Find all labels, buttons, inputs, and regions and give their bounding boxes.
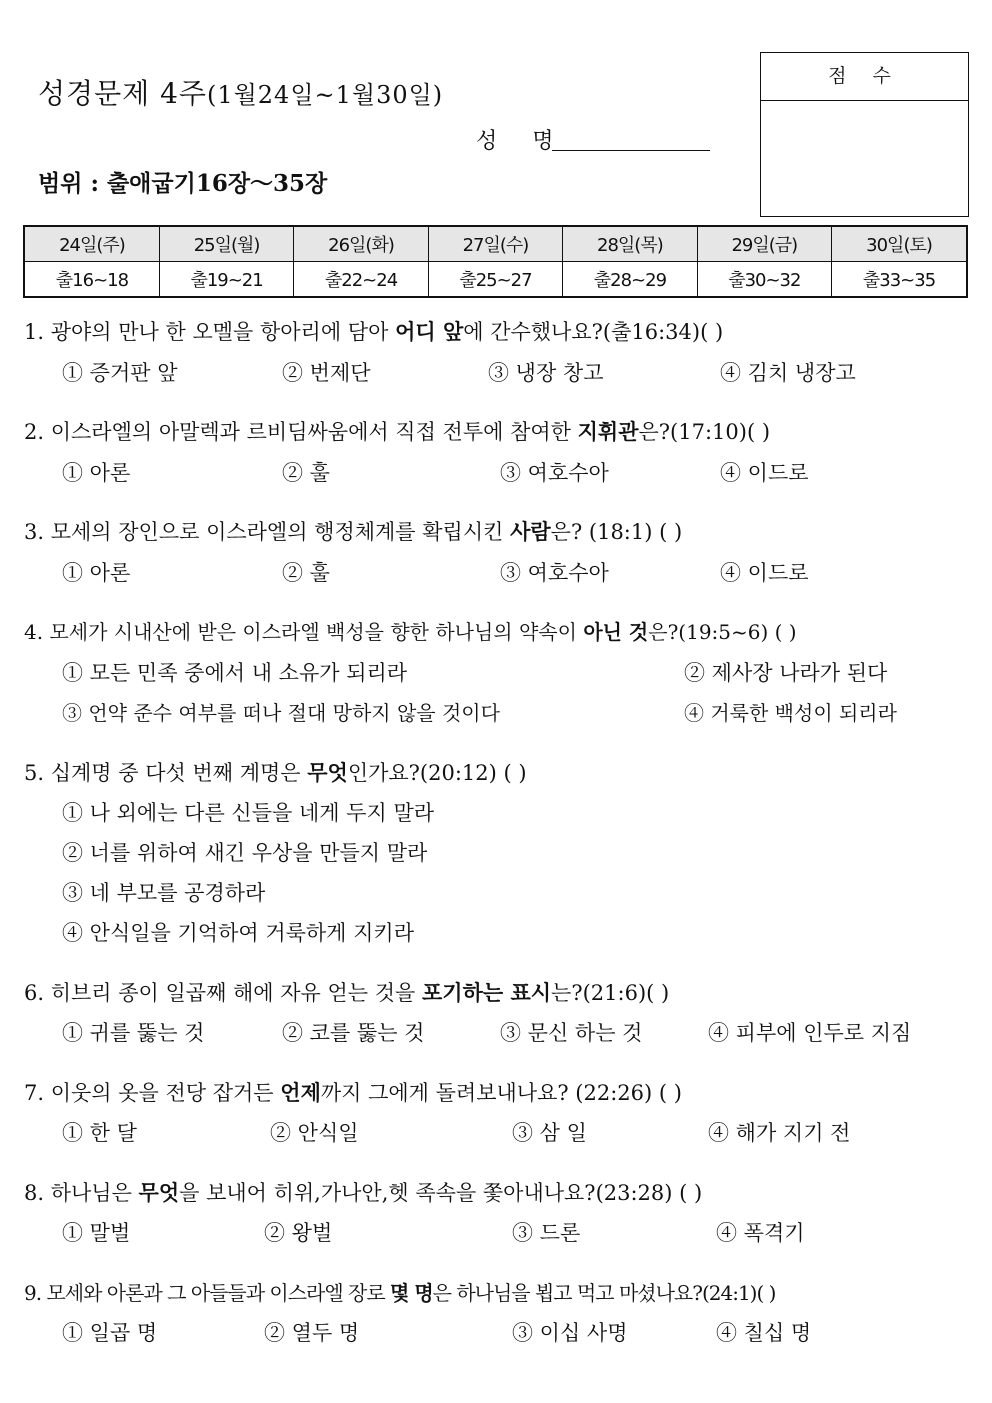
q6-option-2[interactable]: ② 코를 뚫는 것 <box>282 1021 425 1045</box>
question-3: 3. 모세의 장인으로 이스라엘의 행정체계를 확립시킨 사람은? (18:1) ( ) <box>24 519 683 544</box>
q4-option-4[interactable]: ④ 거룩한 백성이 되리라 <box>684 701 897 725</box>
schedule-day: 29일(금) <box>697 226 831 262</box>
schedule-reading: 출22~24 <box>294 262 428 298</box>
question-1: 1. 광야의 만나 한 오멜을 항아리에 담아 어디 앞에 간수했나요?(출16:34)( ) <box>24 319 724 344</box>
q3-option-3[interactable]: ③ 여호수아 <box>500 561 609 585</box>
schedule-reading: 출25~27 <box>428 262 562 298</box>
q6-option-4[interactable]: ④ 피부에 인두로 지짐 <box>708 1021 912 1045</box>
schedule-reading: 출19~21 <box>159 262 293 298</box>
q2-option-4[interactable]: ④ 이드로 <box>720 461 809 485</box>
range-heading: 범위 : 출애굽기16장～35장 <box>38 170 328 197</box>
q4-option-2[interactable]: ② 제사장 나라가 된다 <box>684 661 888 685</box>
score-box[interactable] <box>760 52 969 217</box>
q8-option-3[interactable]: ③ 드론 <box>512 1221 581 1245</box>
schedule-day: 27일(수) <box>428 226 562 262</box>
question-7: 7. 이웃의 옷을 전당 잡거든 언제까지 그에게 돌려보내나요? (22:26) ( ) <box>24 1080 682 1105</box>
q7-option-4[interactable]: ④ 해가 지기 전 <box>708 1121 851 1145</box>
question-4: 4. 모세가 시내산에 받은 이스라엘 백성을 향한 하나님의 약속이 아닌 것은?(19:5~6) ( ) <box>24 620 797 644</box>
q1-option-2[interactable]: ② 번제단 <box>282 361 371 385</box>
q5-option-3[interactable]: ③ 네 부모를 공경하라 <box>62 881 266 905</box>
q7-option-3[interactable]: ③ 삼 일 <box>512 1121 587 1145</box>
q2-option-2[interactable]: ② 훌 <box>282 461 330 485</box>
name-input-line[interactable] <box>552 150 710 151</box>
question-2: 2. 이스라엘의 아말렉과 르비딤싸움에서 직접 전투에 참여한 지휘관은?(17:10)( ) <box>24 419 771 444</box>
reading-schedule-table <box>23 225 968 298</box>
schedule-reading: 출30~32 <box>697 262 831 298</box>
q7-option-1[interactable]: ① 한 달 <box>62 1121 137 1145</box>
q8-option-1[interactable]: ① 말벌 <box>62 1221 131 1245</box>
q6-option-3[interactable]: ③ 문신 하는 것 <box>500 1021 643 1045</box>
q7-option-2[interactable]: ② 안식일 <box>270 1121 359 1145</box>
question-5: 5. 십계명 중 다섯 번째 계명은 무엇인가요?(20:12) ( ) <box>24 760 527 785</box>
q1-option-4[interactable]: ④ 김치 냉장고 <box>720 361 856 385</box>
q8-option-2[interactable]: ② 왕벌 <box>264 1221 333 1245</box>
schedule-reading: 출33~35 <box>832 262 967 298</box>
schedule-reading: 출28~29 <box>563 262 697 298</box>
schedule-reading: 출16~18 <box>24 262 159 298</box>
schedule-day: 25일(월) <box>159 226 293 262</box>
q4-option-1[interactable]: ① 모든 민족 중에서 내 소유가 되리라 <box>62 661 408 685</box>
score-label: 점 수 <box>761 53 968 101</box>
q9-option-3[interactable]: ③ 이십 사명 <box>512 1321 628 1345</box>
q6-option-1[interactable]: ① 귀를 뚫는 것 <box>62 1021 205 1045</box>
question-6: 6. 히브리 종이 일곱째 해에 자유 얻는 것을 포기하는 표시는?(21:6)( ) <box>24 980 670 1005</box>
title-dates: (1월24일~1월30일) <box>206 81 444 109</box>
q3-option-1[interactable]: ① 아론 <box>62 561 131 585</box>
q9-option-1[interactable]: ① 일곱 명 <box>62 1321 158 1345</box>
q9-option-4[interactable]: ④ 칠십 명 <box>716 1321 812 1345</box>
schedule-day: 26일(화) <box>294 226 428 262</box>
q3-option-4[interactable]: ④ 이드로 <box>720 561 809 585</box>
schedule-readings-row <box>24 262 967 298</box>
schedule-days-row <box>24 226 967 262</box>
q8-option-4[interactable]: ④ 폭격기 <box>716 1221 805 1245</box>
q1-option-1[interactable]: ① 증거판 앞 <box>62 361 178 385</box>
q1-option-3[interactable]: ③ 냉장 창고 <box>488 361 604 385</box>
q5-option-1[interactable]: ① 나 외에는 다른 신들을 네게 두지 말라 <box>62 801 435 825</box>
q9-option-2[interactable]: ② 열두 명 <box>264 1321 360 1345</box>
question-9: 9. 모세와 아론과 그 아들들과 이스라엘 장로 몇 명은 하나님을 뵙고 먹고 마셨나요?(24:1)( ) <box>24 1281 776 1305</box>
q5-option-2[interactable]: ② 너를 위하여 새긴 우상을 만들지 말라 <box>62 841 428 865</box>
schedule-day: 24일(주) <box>24 226 159 262</box>
name-label: 성 명 <box>476 129 568 154</box>
q5-option-4[interactable]: ④ 안식일을 기억하여 거룩하게 지키라 <box>62 921 414 945</box>
question-8: 8. 하나님은 무엇을 보내어 히위,가나안,헷 족속을 쫓아내나요?(23:28) ( ) <box>24 1180 703 1205</box>
schedule-day: 28일(목) <box>563 226 697 262</box>
q4-option-3[interactable]: ③ 언약 준수 여부를 떠나 절대 망하지 않을 것이다 <box>62 701 500 725</box>
q2-option-3[interactable]: ③ 여호수아 <box>500 461 609 485</box>
page-title: 성경문제 4주(1월24일~1월30일) <box>38 77 444 110</box>
q3-option-2[interactable]: ② 훌 <box>282 561 330 585</box>
schedule-day: 30일(토) <box>832 226 967 262</box>
q2-option-1[interactable]: ① 아론 <box>62 461 131 485</box>
